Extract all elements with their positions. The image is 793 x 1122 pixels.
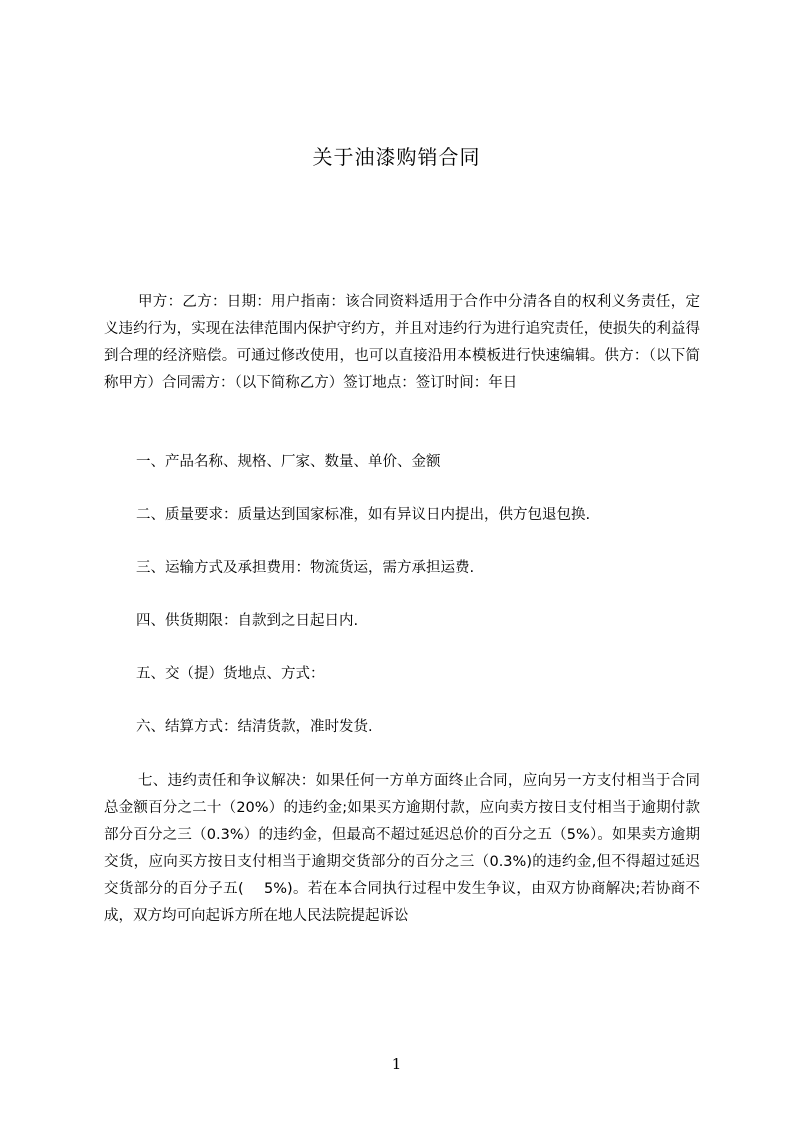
intro-paragraph: 甲方：乙方：日期：用户指南：该合同资料适用于合作中分清各自的权利义务责任，定义违约行为，实现在法律范围内保护守约方，并且对违约行为进行追究责任，使损失的利益得到合理的经济赔偿。可通过修改使用，也可以直接沿用本模板进行快速编辑。供方：（以下简称甲方）合同需方：（以下简称乙方）签订地点：签订时间：年日 xyxy=(104,294,700,391)
section-3: 三、运输方式及承担费用：物流货运，需方承担运费. xyxy=(136,560,475,576)
section-6: 六、结算方式：结清货款，准时发货. xyxy=(136,719,373,735)
section-7-paragraph: 七、违约责任和争议解决：如果任何一方单方面终止合同，应向另一方支付相当于合同总金额百分之二十（20%）的违约金;如果买方逾期付款，应向卖方按日支付相当于逾期付款部分百分之三（0.3%）的违约金，但最高不超过延迟总价的百分之五（5%）。如果卖方逾期交货，应向买方按日支付相当于逾期交货部分的百分之三（0.3%)的违约金,但不得超过延迟交货部分的百分子五( 5%)。若在本合同执行过程中发生争议，由双方协商解决;若协商不成，双方均可向起诉方所在地人民法院提起诉讼 xyxy=(104,773,700,924)
section-1: 一、产品名称、规格、厂家、数量、单价、金额 xyxy=(136,454,441,470)
page-number: 1 xyxy=(391,1055,402,1073)
document-title: 关于油漆购销合同 xyxy=(312,145,481,169)
section-5: 五、交（提）货地点、方式： xyxy=(136,666,325,682)
section-4: 四、供货期限：自款到之日起日内. xyxy=(136,613,359,629)
section-2: 二、质量要求：质量达到国家标准，如有异议日内提出，供方包退包换. xyxy=(136,507,591,523)
